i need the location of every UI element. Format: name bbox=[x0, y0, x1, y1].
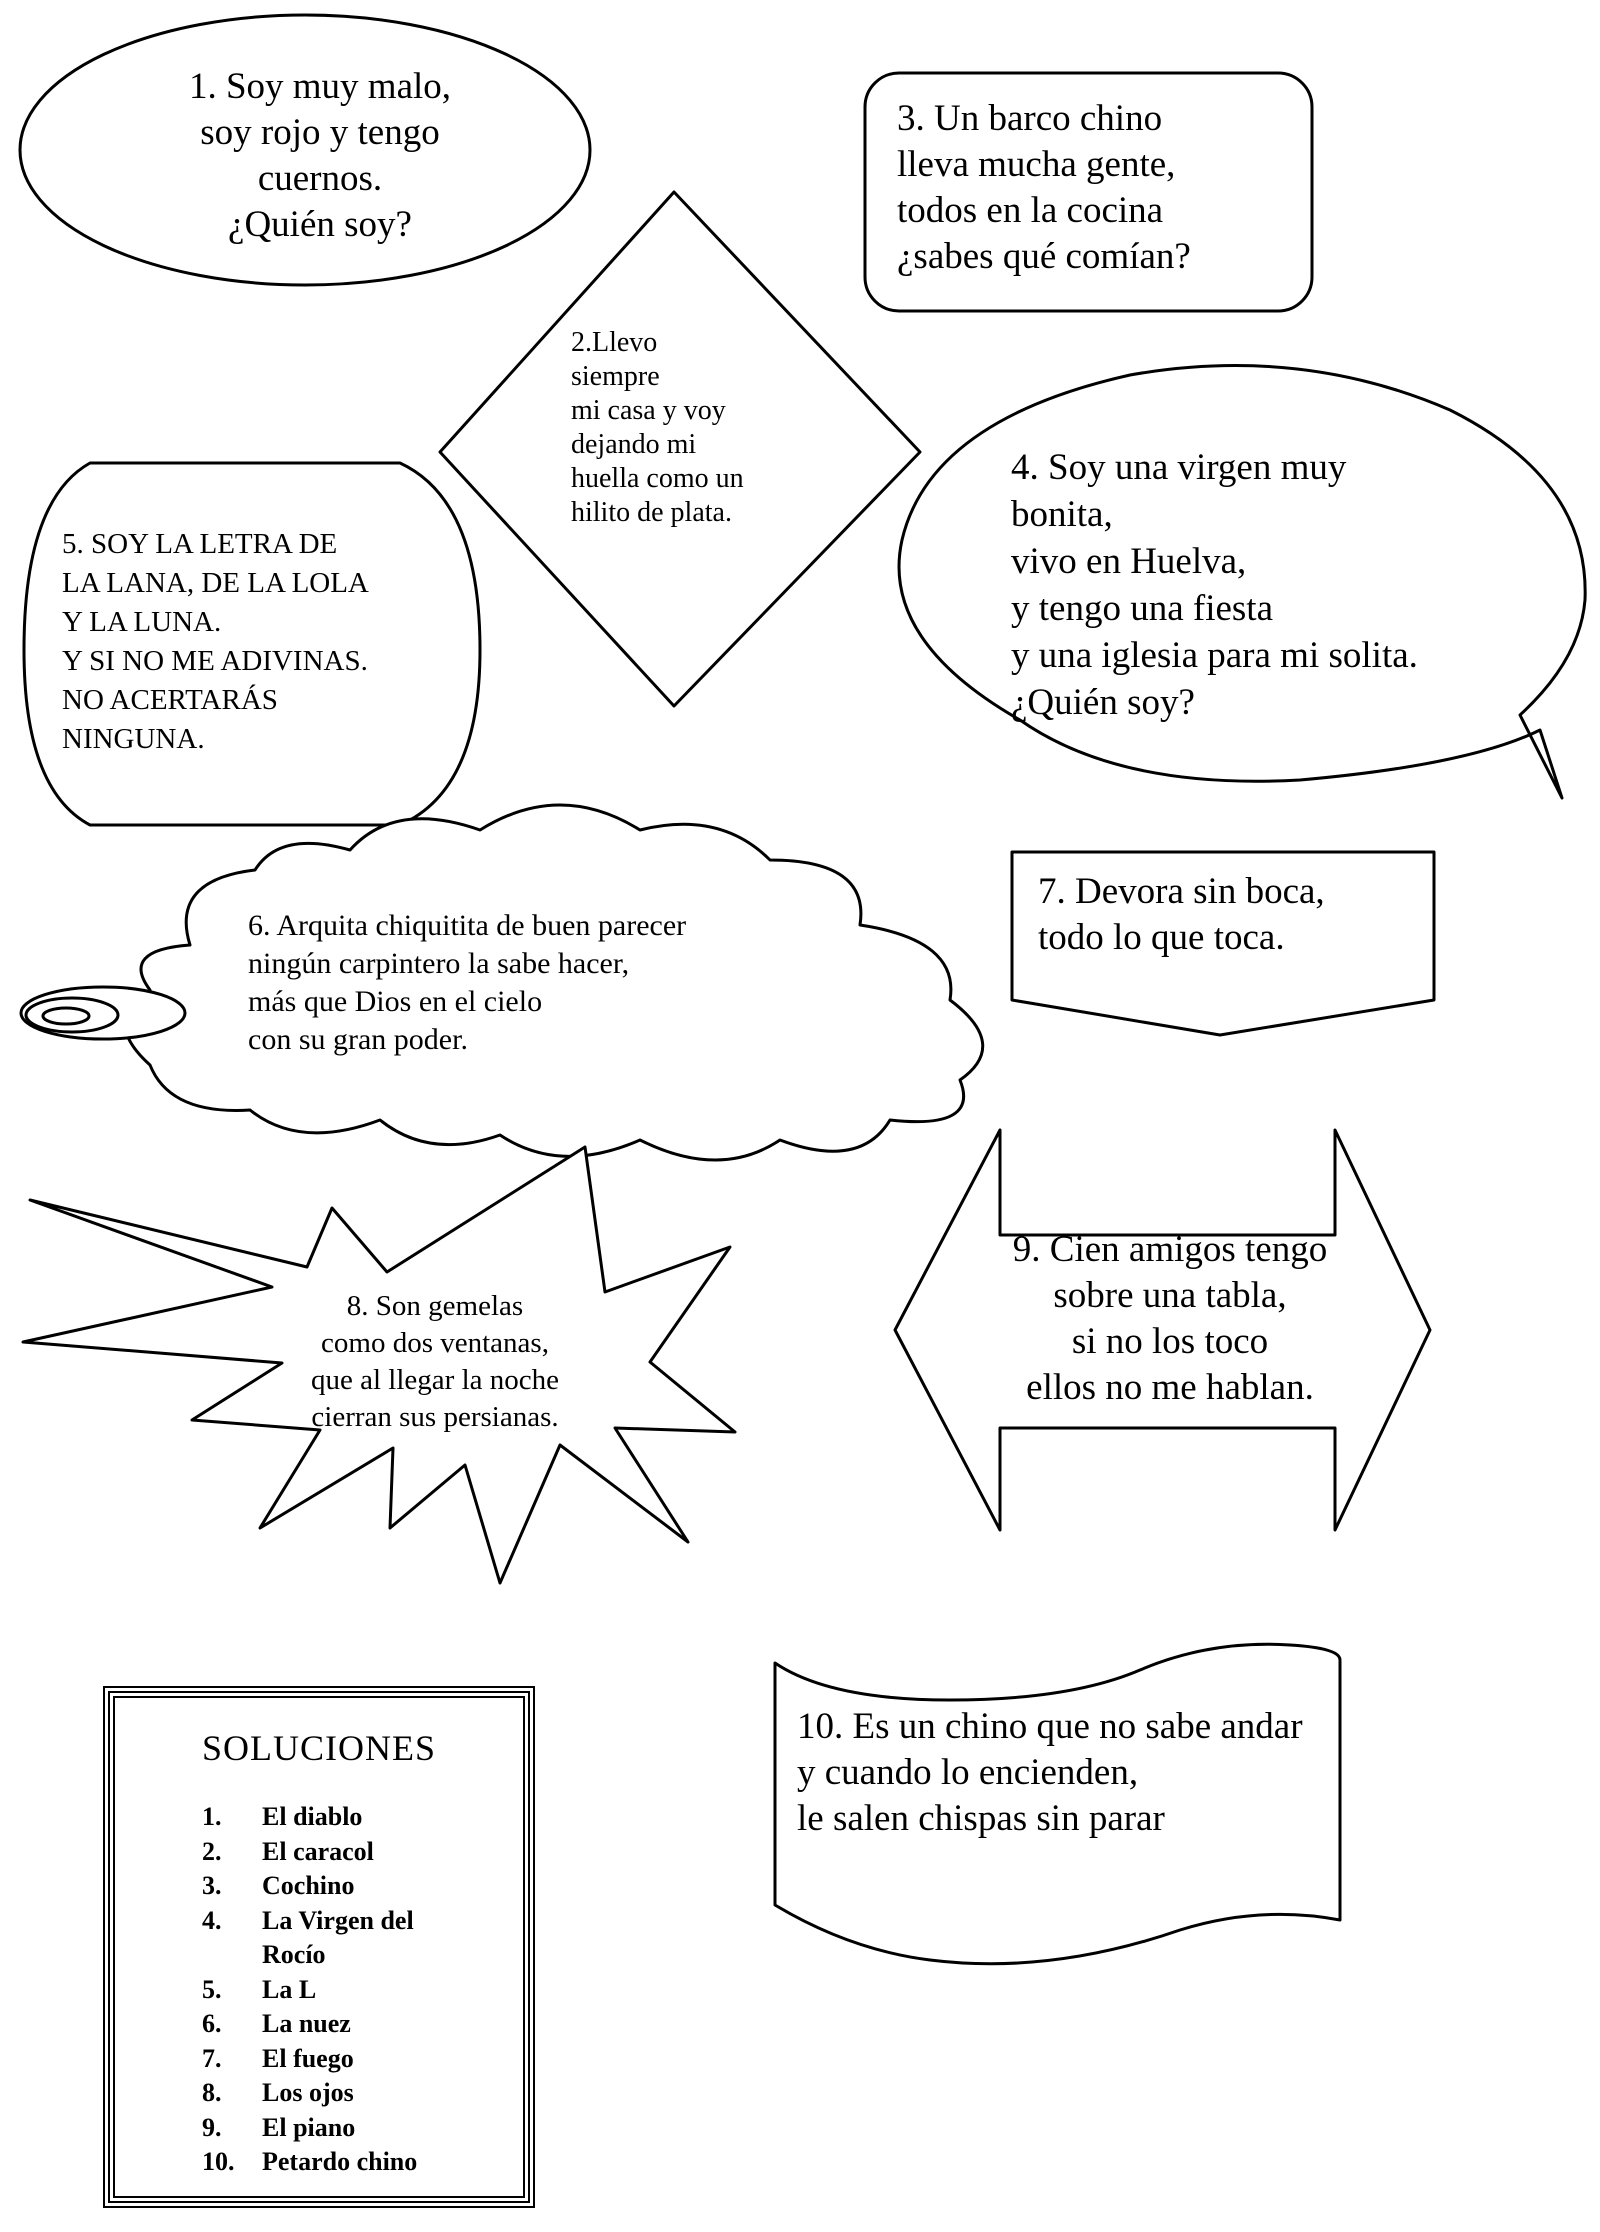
solution-answer: El diablo bbox=[262, 1802, 363, 1831]
riddle-6-line: con su gran poder. bbox=[248, 1023, 468, 1056]
riddle-2-line: hilito de plata. bbox=[571, 497, 732, 528]
riddle-6-line: ningún carpintero la sabe hacer, bbox=[248, 947, 630, 980]
riddle-4-line: 4. Soy una virgen muy bbox=[1011, 447, 1347, 488]
solution-item bbox=[202, 1835, 462, 1870]
riddle-2-line: mi casa y voy bbox=[571, 395, 726, 426]
riddle-5-line: Y SI NO ME ADIVINAS. bbox=[62, 645, 368, 677]
riddle-7-line: 7. Devora sin boca, bbox=[1038, 871, 1325, 912]
solution-item bbox=[202, 2007, 462, 2042]
solution-item bbox=[202, 2111, 462, 2146]
solution-item bbox=[202, 2076, 462, 2111]
riddle-6-line: más que Dios en el cielo bbox=[248, 985, 543, 1018]
riddle-9-line: ellos no me hablan. bbox=[1026, 1367, 1314, 1408]
solutions-list bbox=[202, 1800, 462, 2180]
riddle-8-line: que al llegar la noche bbox=[311, 1364, 559, 1396]
riddle-7-line: todo lo que toca. bbox=[1038, 917, 1285, 958]
riddle-10-line: 10. Es un chino que no sabe andar bbox=[797, 1706, 1303, 1747]
riddle-9-text bbox=[940, 1227, 1400, 1411]
riddle-5-line: LA LANA, DE LA LOLA bbox=[62, 567, 369, 599]
riddle-5-line: NINGUNA. bbox=[62, 723, 205, 755]
solution-answer: El fuego bbox=[262, 2043, 354, 2073]
riddle-1-line: soy rojo y tengo bbox=[200, 112, 440, 153]
solutions-title: SOLUCIONES bbox=[201, 1728, 436, 1768]
solution-answer: La nuez bbox=[262, 2009, 351, 2038]
riddle-4-line: bonita, bbox=[1011, 494, 1113, 535]
riddle-2-line: siempre bbox=[571, 361, 660, 392]
riddle-4-line: y una iglesia para mi solita. bbox=[1011, 635, 1418, 676]
riddle-6-line: 6. Arquita chiquitita de buen parecer bbox=[248, 909, 687, 942]
riddle-1-text bbox=[90, 64, 550, 248]
riddle-5-text bbox=[62, 525, 369, 759]
riddle-1-line: cuernos. bbox=[257, 158, 383, 199]
riddle-10-line: y cuando lo encienden, bbox=[797, 1752, 1139, 1793]
solution-number: 1. bbox=[202, 1802, 222, 1831]
solution-answer: El caracol bbox=[262, 1836, 374, 1866]
riddle-2-line: dejando mi bbox=[571, 429, 697, 460]
riddle-2-line: huella como un bbox=[571, 463, 744, 494]
solution-item bbox=[202, 1869, 462, 1904]
riddle-3-text bbox=[897, 96, 1191, 280]
riddle-4-line: ¿Quién soy? bbox=[1011, 682, 1195, 723]
solution-answer: La L bbox=[262, 1974, 317, 2004]
solution-number: 3. bbox=[202, 1871, 222, 1900]
riddle-2-line: 2.Llevo bbox=[571, 327, 658, 358]
riddle-8-line: como dos ventanas, bbox=[321, 1327, 549, 1359]
solution-item bbox=[202, 2042, 462, 2077]
solution-number: 2. bbox=[202, 1836, 222, 1866]
riddle-9-line: sobre una tabla, bbox=[1053, 1275, 1287, 1316]
riddle-8-text bbox=[270, 1288, 600, 1436]
riddle-9-line: si no los toco bbox=[1071, 1321, 1269, 1362]
riddle-10-line: le salen chispas sin parar bbox=[797, 1798, 1165, 1839]
solution-number: 4. bbox=[202, 1905, 222, 1935]
riddle-5-line: Y LA LUNA. bbox=[62, 606, 222, 638]
riddle-8-line: 8. Son gemelas bbox=[346, 1290, 524, 1322]
riddle-6-text bbox=[248, 907, 686, 1059]
riddle-5-line: 5. SOY LA LETRA DE bbox=[62, 528, 338, 560]
riddle-3-line: ¿sabes qué comían? bbox=[897, 236, 1191, 277]
solution-answer: Petardo chino bbox=[262, 2147, 418, 2176]
solution-item bbox=[202, 2145, 462, 2180]
solution-number: 10. bbox=[202, 2147, 235, 2176]
riddle-10-text bbox=[797, 1704, 1303, 1842]
solution-number: 9. bbox=[202, 2112, 222, 2142]
solution-number: 7. bbox=[202, 2043, 222, 2073]
solution-answer: Cochino bbox=[262, 1871, 355, 1900]
solution-answer: El piano bbox=[262, 2112, 356, 2142]
riddle-4-line: y tengo una fiesta bbox=[1011, 588, 1273, 629]
riddle-3-line: 3. Un barco chino bbox=[897, 98, 1163, 139]
riddle-9-line: 9. Cien amigos tengo bbox=[1012, 1229, 1328, 1270]
solution-answer: La Virgen del Rocío bbox=[262, 1905, 414, 1969]
solution-item bbox=[202, 1973, 462, 2008]
riddle-4-line: vivo en Huelva, bbox=[1011, 541, 1247, 582]
solution-number: 6. bbox=[202, 2009, 222, 2038]
solution-number: 8. bbox=[202, 2078, 222, 2107]
riddle-4-text bbox=[1011, 444, 1418, 726]
solution-item bbox=[202, 1800, 462, 1835]
solutions-box bbox=[103, 1686, 535, 2208]
cloud-tail-inner bbox=[43, 1008, 89, 1024]
solution-number: 5. bbox=[202, 1974, 222, 2004]
riddle-3-line: lleva mucha gente, bbox=[897, 144, 1176, 185]
riddle-7-text bbox=[1038, 869, 1325, 961]
solution-item bbox=[202, 1904, 462, 1973]
solution-answer: Los ojos bbox=[262, 2078, 354, 2107]
riddle-1-line: 1. Soy muy malo, bbox=[188, 66, 452, 107]
riddle-3-line: todos en la cocina bbox=[897, 190, 1164, 231]
riddle-1-line: ¿Quién soy? bbox=[228, 204, 412, 245]
riddle-5-line: NO ACERTARÁS bbox=[62, 684, 278, 716]
riddle-8-line: cierran sus persianas. bbox=[311, 1401, 559, 1433]
riddle-2-text bbox=[571, 326, 744, 530]
